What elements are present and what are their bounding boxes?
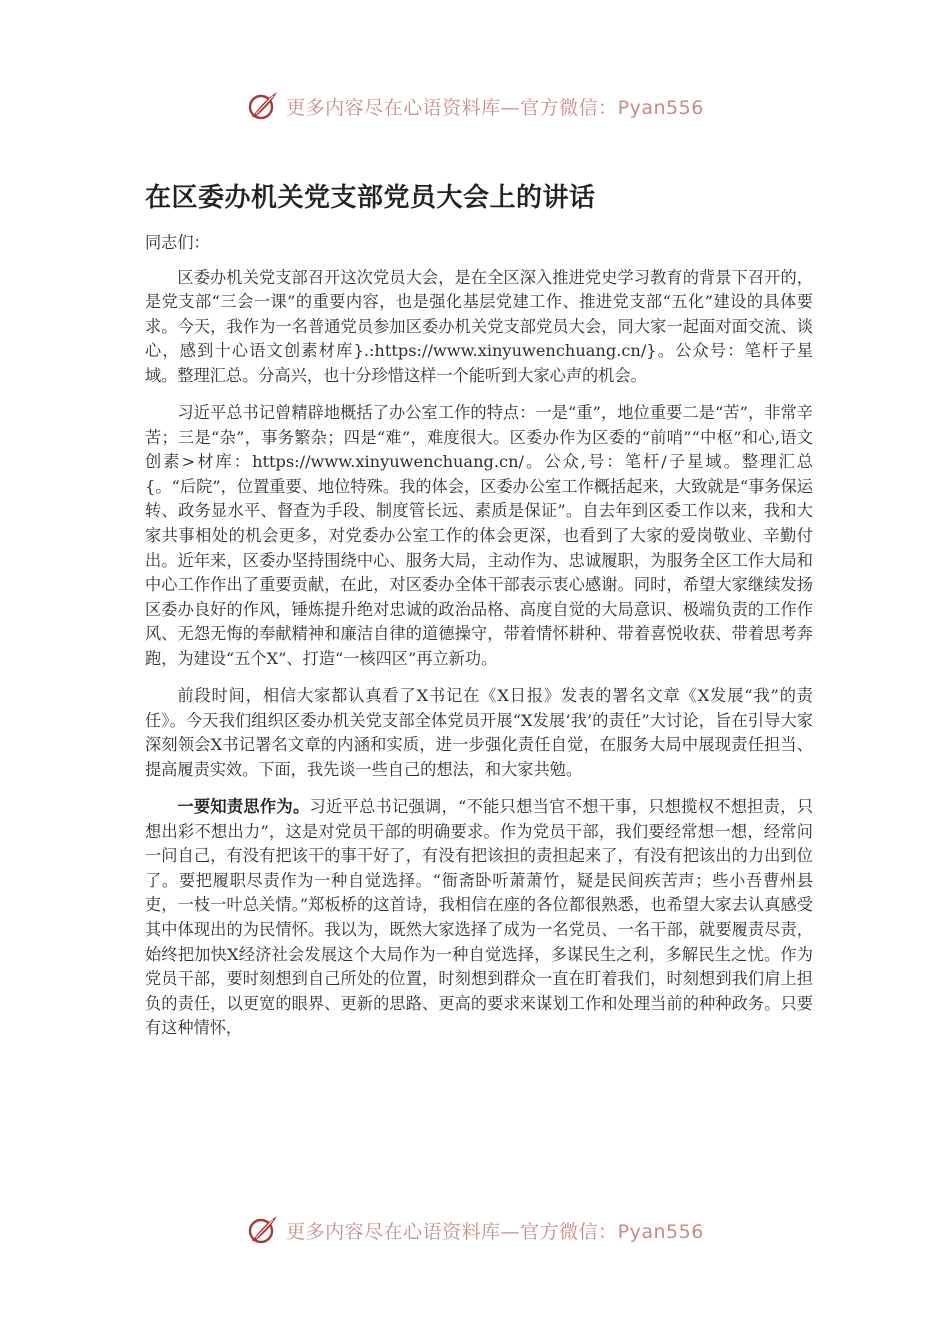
- paragraph-2: 习近平总书记曾精辟地概括了办公室工作的特点：一是“重”，地位重要二是“苦”，非常辛苦；三是“杂”，事务繁杂；四是“难”，难度很大。区委办作为区委的“前哨”“中枢”和心,语文创素>材库：https://www.xinyuwenchuang.cn/。公众,号：笔杆/子星域。整理汇总{。“后院”，位置重要、地位特殊。我的体会，区委办公室工作概括起来，大致就是“事务保运转、政务显水平、督查为手段、制度管长远、素质是保证”。自去年到区委工作以来，我和大家共事相处的机会更多，对党委办公室工作的体会更深，也看到了大家的爱岗敬业、辛勤付出。近年来，区委办坚持围绕中心、服务大局，主动作为、忠诚履职，为服务全区工作大局和中心工作作出了重要贡献，在此，对区委办全体干部表示衷心感谢。同时，希望大家继续发扬区委办良好的作风，锤炼提升绝对忠诚的政治品格、高度自觉的大局意识、极端负责的工作作风、无怨无悔的奉献精神和廉洁自律的道德操守，带着情怀耕种、带着喜悦收获、带着思考奔跑，为建设“五个X”、打造“一核四区”再立新功。: [145, 403, 813, 668]
- header-banner: [0, 86, 950, 126]
- paragraph-3: 前段时间，相信大家都认真看了X书记在《X日报》发表的署名文章《X发展“我”的责任》。今天我们组织区委办机关党支部全体党员开展“X发展‘我’的责任”大讨论，旨在引导大家深刻领会X书记署名文章的内涵和实质，进一步强化责任自觉，在服务大局中展现责任担当、提高履责实效。下面，我先谈一些自己的想法，和大家共勉。: [145, 686, 813, 779]
- document-title: 在区委办机关党支部党员大会上的讲话: [145, 183, 596, 213]
- footer-banner-text: 更多内容尽在心语资料库—官方微信：Pyan556: [286, 1220, 704, 1243]
- paragraph-4-text: 习近平总书记强调，“不能只想当官不想干事，只想揽权不想担责，只想出彩不想出力”，这是对党员干部的明确要求。作为党员干部，我们要经常想一想，经常问一问自己，有没有把该干的事干好了，有没有把该担的责担起来了，有没有把该出的力出到位了。要把履职尽责作为一种自觉选择。“衙斋卧听萧萧竹，疑是民间疾苦声；些小吾曹州县吏，一枝一叶总关情。”郑板桥的这首诗，我相信在座的各位都很熟悉，也希望大家去认真感受其中体现出的为民情怀。我以为，既然大家选择了成为一名党员、一名干部，就要履责尽责，始终把加快X经济社会发展这个大局作为一种自觉选择，多谋民生之利，多解民生之忧。作为党员干部，要时刻想到自己所处的位置，时刻想到群众一直在盯着我们，时刻想到我们肩上担负的责任，以更宽的眼界、更新的思路、更高的要求来谋划工作和处理当前的种种政务。只要有这种情怀，: [145, 796, 814, 1038]
- paragraph-4-lead: 一要知责思作为。: [177, 796, 310, 816]
- document-body: [145, 231, 813, 1041]
- paragraph-1: 区委办机关党支部召开这次党员大会，是在全区深入推进党史学习教育的背景下召开的，是党支部“三会一课”的重要内容，也是强化基层党建工作、推进党支部“五化”建设的具体要求。今天，我作为一名普通党员参加区委办机关党支部党员大会，同大家一起面对面交流、谈心，感到十心语文创素材库}.:https://www.xinyuwenchuang.cn/}。公众号：笔杆子星域。整理汇总。分高兴，也十分珍惜这样一个能听到大家心声的机会。: [145, 267, 813, 385]
- paragraph-4: [145, 795, 813, 1041]
- footer-wechat-id: Pyan556: [617, 1220, 704, 1243]
- quill-pen-logo-icon: [246, 1213, 280, 1247]
- header-banner-text: 更多内容尽在心语资料库—官方微信：Pyan556: [286, 96, 704, 119]
- quill-pen-logo-icon: [246, 89, 280, 123]
- header-wechat-id: Pyan556: [617, 96, 704, 119]
- salutation: 同志们：: [145, 233, 210, 252]
- footer-banner: [0, 1210, 950, 1250]
